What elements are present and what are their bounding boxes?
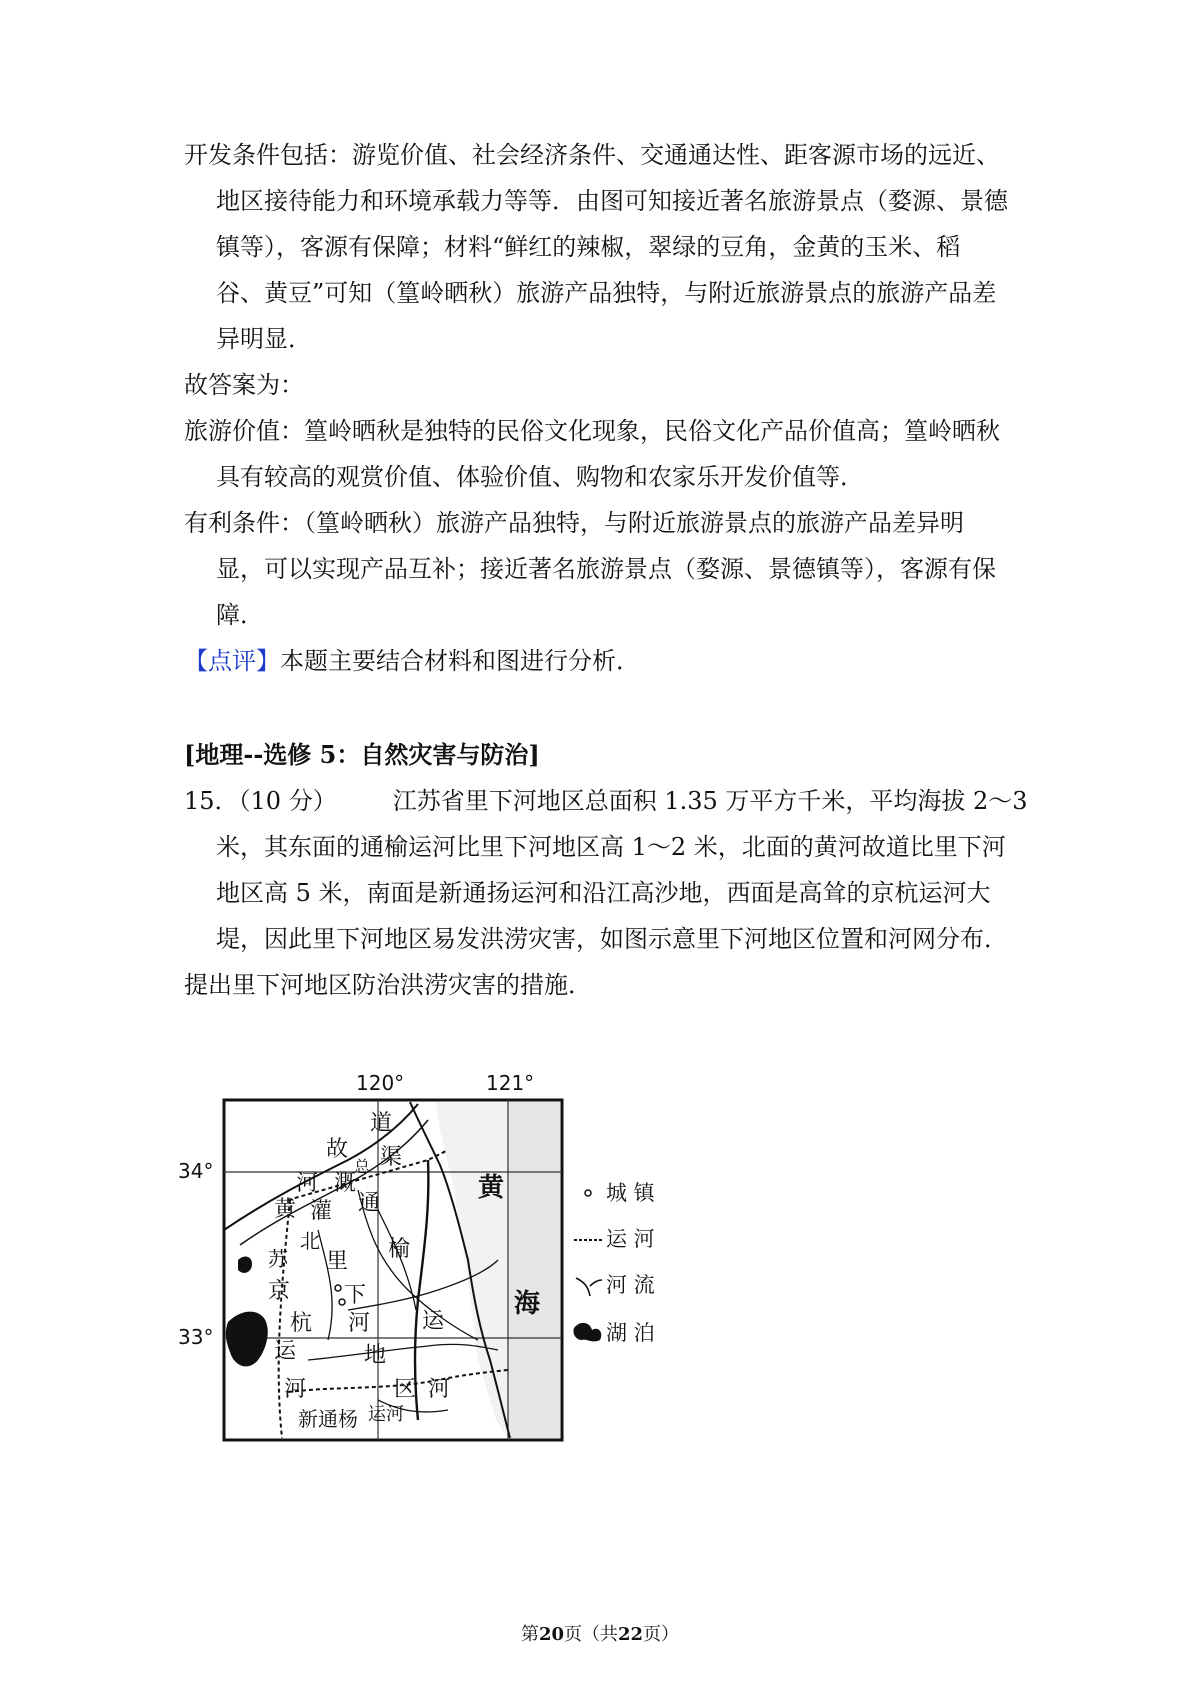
q15-prompt: 提出里下河地区防治洪涝灾害的措施． [184, 971, 592, 999]
map-label: 运 [422, 1309, 445, 1334]
town-icon [585, 1190, 591, 1196]
q15-line: 堤，因此里下河地区易发洪涝灾害，如图示意里下河地区位置和河网分布． [216, 925, 1008, 953]
map-label: 榆 [388, 1237, 411, 1262]
travel-value-line: 旅游价值：篁岭晒秋是独特的民俗文化现象，民俗文化产品价值高；篁岭晒秋 [184, 417, 1000, 445]
favorable-line: 障． [216, 601, 264, 629]
lixiahe-map [178, 1060, 738, 1480]
q15-line: 米，其东面的通榆运河比里下河地区高 1～2 米，北面的黄河故道比里下河 [216, 833, 1006, 861]
favorable-line: 显，可以实现产品互补；接近著名旅游景点（婺源、景德镇等），客源有保 [216, 555, 996, 583]
map-label: 灌 [310, 1199, 333, 1224]
legend-label: 河 流 [606, 1273, 655, 1297]
lat-label-34: 34° [178, 1159, 214, 1183]
lon-label-120: 120° [356, 1071, 405, 1095]
map-label: 海 [514, 1289, 541, 1319]
favorable-line: 有利条件：（篁岭晒秋）旅游产品独特，与附近旅游景点的旅游产品差异明 [184, 509, 964, 537]
map-label: 河 [348, 1311, 371, 1336]
legend-label: 运 河 [606, 1227, 655, 1251]
map-label: 故 [326, 1137, 349, 1162]
para1-line: 谷、黄豆”可知（篁岭晒秋）旅游产品独特，与附近旅游景点的旅游产品差 [216, 279, 997, 307]
map-label: 道 [370, 1111, 393, 1136]
lon-label-121: 121° [486, 1071, 535, 1095]
sea-area [508, 1102, 560, 1438]
map-label: 河 [428, 1377, 451, 1402]
map-label: 河 [296, 1171, 319, 1196]
footer-suffix: 页） [643, 1624, 680, 1645]
para1-line: 异明显． [216, 325, 312, 353]
map-legend [573, 1181, 656, 1345]
answer-heading: 故答案为： [184, 371, 304, 399]
map-label: 杭 [290, 1311, 313, 1336]
q15-line: 地区高 5 米，南面是新通扬运河和沿江高沙地，西面是高耸的京杭运河大 [216, 879, 991, 907]
map-label: 区 [394, 1377, 417, 1402]
travel-value-line: 具有较高的观赏价值、体验价值、购物和农家乐开发价值等． [216, 463, 864, 491]
legend-label: 城 镇 [606, 1181, 655, 1205]
map-label: 地 [364, 1343, 387, 1368]
map-label: 渠 [380, 1145, 403, 1170]
map-label: 黄 [274, 1197, 297, 1222]
map-label: 北 [300, 1229, 320, 1253]
comment-tag: 【点评】 [184, 647, 280, 675]
map-label: 运 [274, 1339, 297, 1364]
map-label: 总 [354, 1157, 371, 1176]
river-icon [576, 1278, 602, 1296]
lake-icon [573, 1323, 601, 1342]
map-label: 溉 [334, 1171, 357, 1196]
q15-line: 江苏省里下河地区总面积 1.35 万平方千米，平均海拔 2～3 [392, 787, 1028, 815]
map-label: 黄 [478, 1173, 505, 1203]
map-label: 下 [344, 1283, 367, 1308]
map-label: 京 [268, 1279, 291, 1304]
map-label: 通 [358, 1191, 381, 1216]
footer-prefix: 第 [520, 1624, 539, 1645]
footer-total-pages: 22 [618, 1624, 644, 1645]
para1-line: 开发条件包括：游览价值、社会经济条件、交通通达性、距客源市场的远近、 [184, 141, 1000, 169]
para1-line: 地区接待能力和环境承载力等等．由图可知接近著名旅游景点（婺源、景德 [216, 187, 1008, 215]
footer-mid: 页（共 [564, 1624, 618, 1645]
map-label: 运河 [368, 1404, 404, 1425]
section-title: [地理--选修 5：自然灾害与防治] [184, 740, 540, 769]
map-label: 河 [284, 1377, 307, 1402]
comment-text: 本题主要结合材料和图进行分析． [280, 647, 640, 675]
question-number: 15．（10 分） [184, 787, 337, 815]
page-footer [0, 1620, 1200, 1646]
footer-page-number: 20 [538, 1624, 564, 1645]
map-label: 苏 [268, 1247, 288, 1271]
map-label: 里 [326, 1249, 349, 1274]
legend-label: 湖 泊 [606, 1321, 655, 1345]
q15-first-line [184, 786, 1028, 816]
lat-label-33: 33° [178, 1325, 214, 1349]
comment-line [184, 646, 640, 676]
para1-line: 镇等），客源有保障；材料“鲜红的辣椒，翠绿的豆角，金黄的玉米、稻 [216, 233, 961, 261]
map-label: 新通杨 [298, 1407, 358, 1431]
